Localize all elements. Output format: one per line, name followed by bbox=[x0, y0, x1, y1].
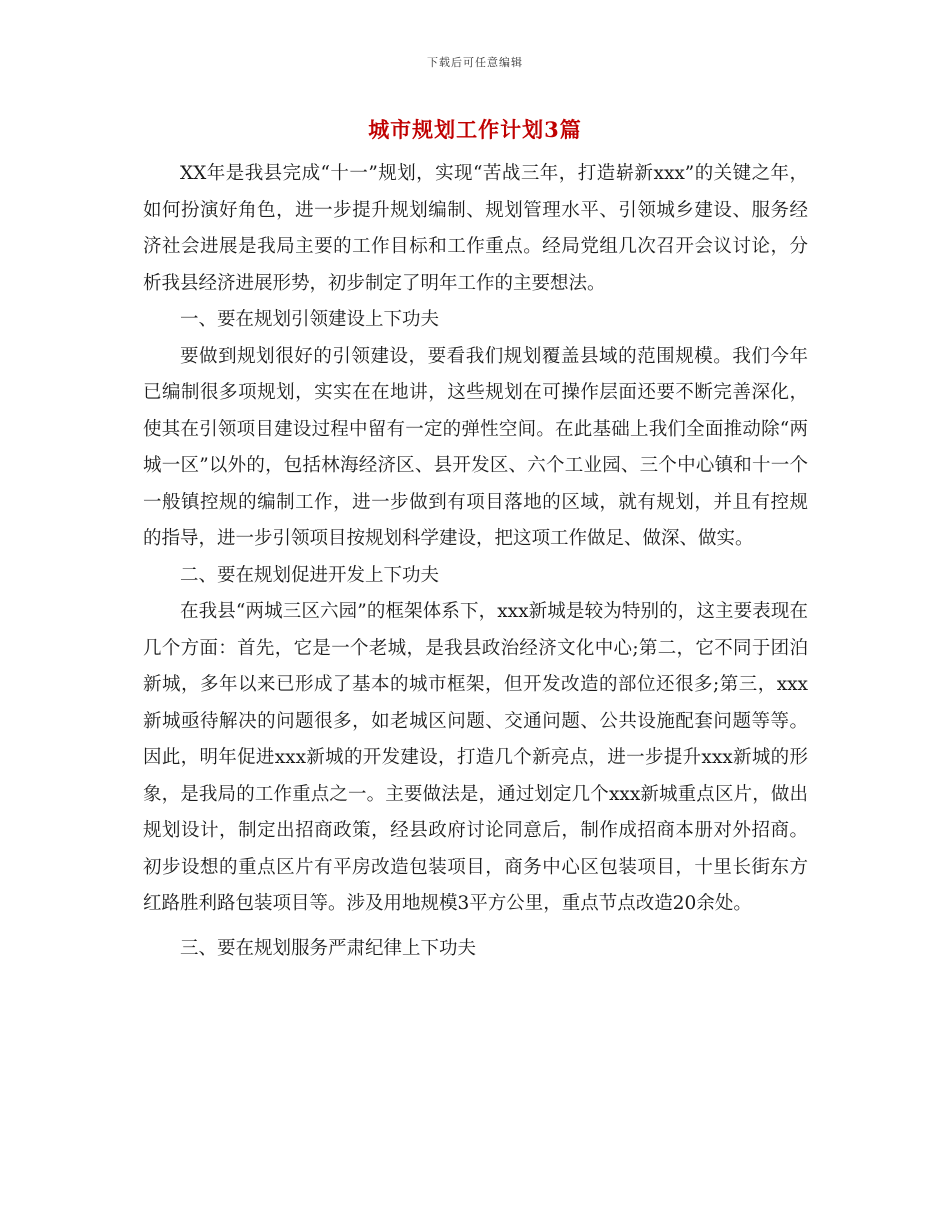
document-body bbox=[143, 156, 808, 967]
section-heading-2: 二、要在规划促进开发上下功夫 bbox=[180, 564, 440, 586]
section-heading-3: 三、要在规划服务严肃纪律上下功夫 bbox=[180, 937, 477, 959]
section-heading-1: 一、要在规划引领建设上下功夫 bbox=[180, 309, 440, 330]
paragraph-intro: XX年是我县完成“十一”规划，实现“苦战三年，打造崭新xxx”的关键之年，如何扮演好角色，进一步提升规划编制、规划管理水平、引领城乡建设、服务经济社会进展是我局主要的工作目标和工作重点。经局党组几次召开会议讨论，分析我县经济进展形势，初步制定了明年工作的主要想法。 bbox=[143, 163, 808, 294]
paragraph-section-1: 要做到规划很好的引领建设，要看我们规划覆盖县域的范围规模。我们今年已编制很多项规划，实实在在地讲，这些规划在可操作层面还要不断完善深化，使其在引领项目建设过程中留有一定的弹性空间。在此基础上我们全面推动除“两城一区”以外的，包括林海经济区、县开发区、六个工业园、三个中心镇和十一个一般镇控规的编制工作，进一步做到有项目落地的区域，就有规划，并且有控规的指导，进一步引领项目按规划科学建设，把这项工作做足、做深、做实。 bbox=[143, 345, 808, 549]
paragraph-section-2: 在我县“两城三区六园”的框架体系下，xxx新城是较为特别的，这主要表现在几个方面：首先，它是一个老城，是我县政治经济文化中心;第二，它不同于团泊新城，多年以来已形成了基本的城市框架，但开发改造的部位还很多;第三，xxx新城亟待解决的问题很多，如老城区问题、交通问题、公共设施配套问题等等。因此，明年促进xxx新城的开发建设，打造几个新亮点，进一步提升xxx新城的形象，是我局的工作重点之一。主要做法是，通过划定几个xxx新城重点区片，做出规划设计，制定出招商政策，经县政府讨论同意后，制作成招商本册对外招商。初步设想的重点区片有平房改造包装项目，商务中心区包装项目，十里长街东方红路胜利路包装项目等。涉及用地规模3平方公里，重点节点改造20余处。 bbox=[143, 601, 808, 914]
header-note: 下载后可任意编辑 bbox=[427, 56, 523, 69]
document-title: 城市规划工作计划3篇 bbox=[368, 117, 582, 142]
